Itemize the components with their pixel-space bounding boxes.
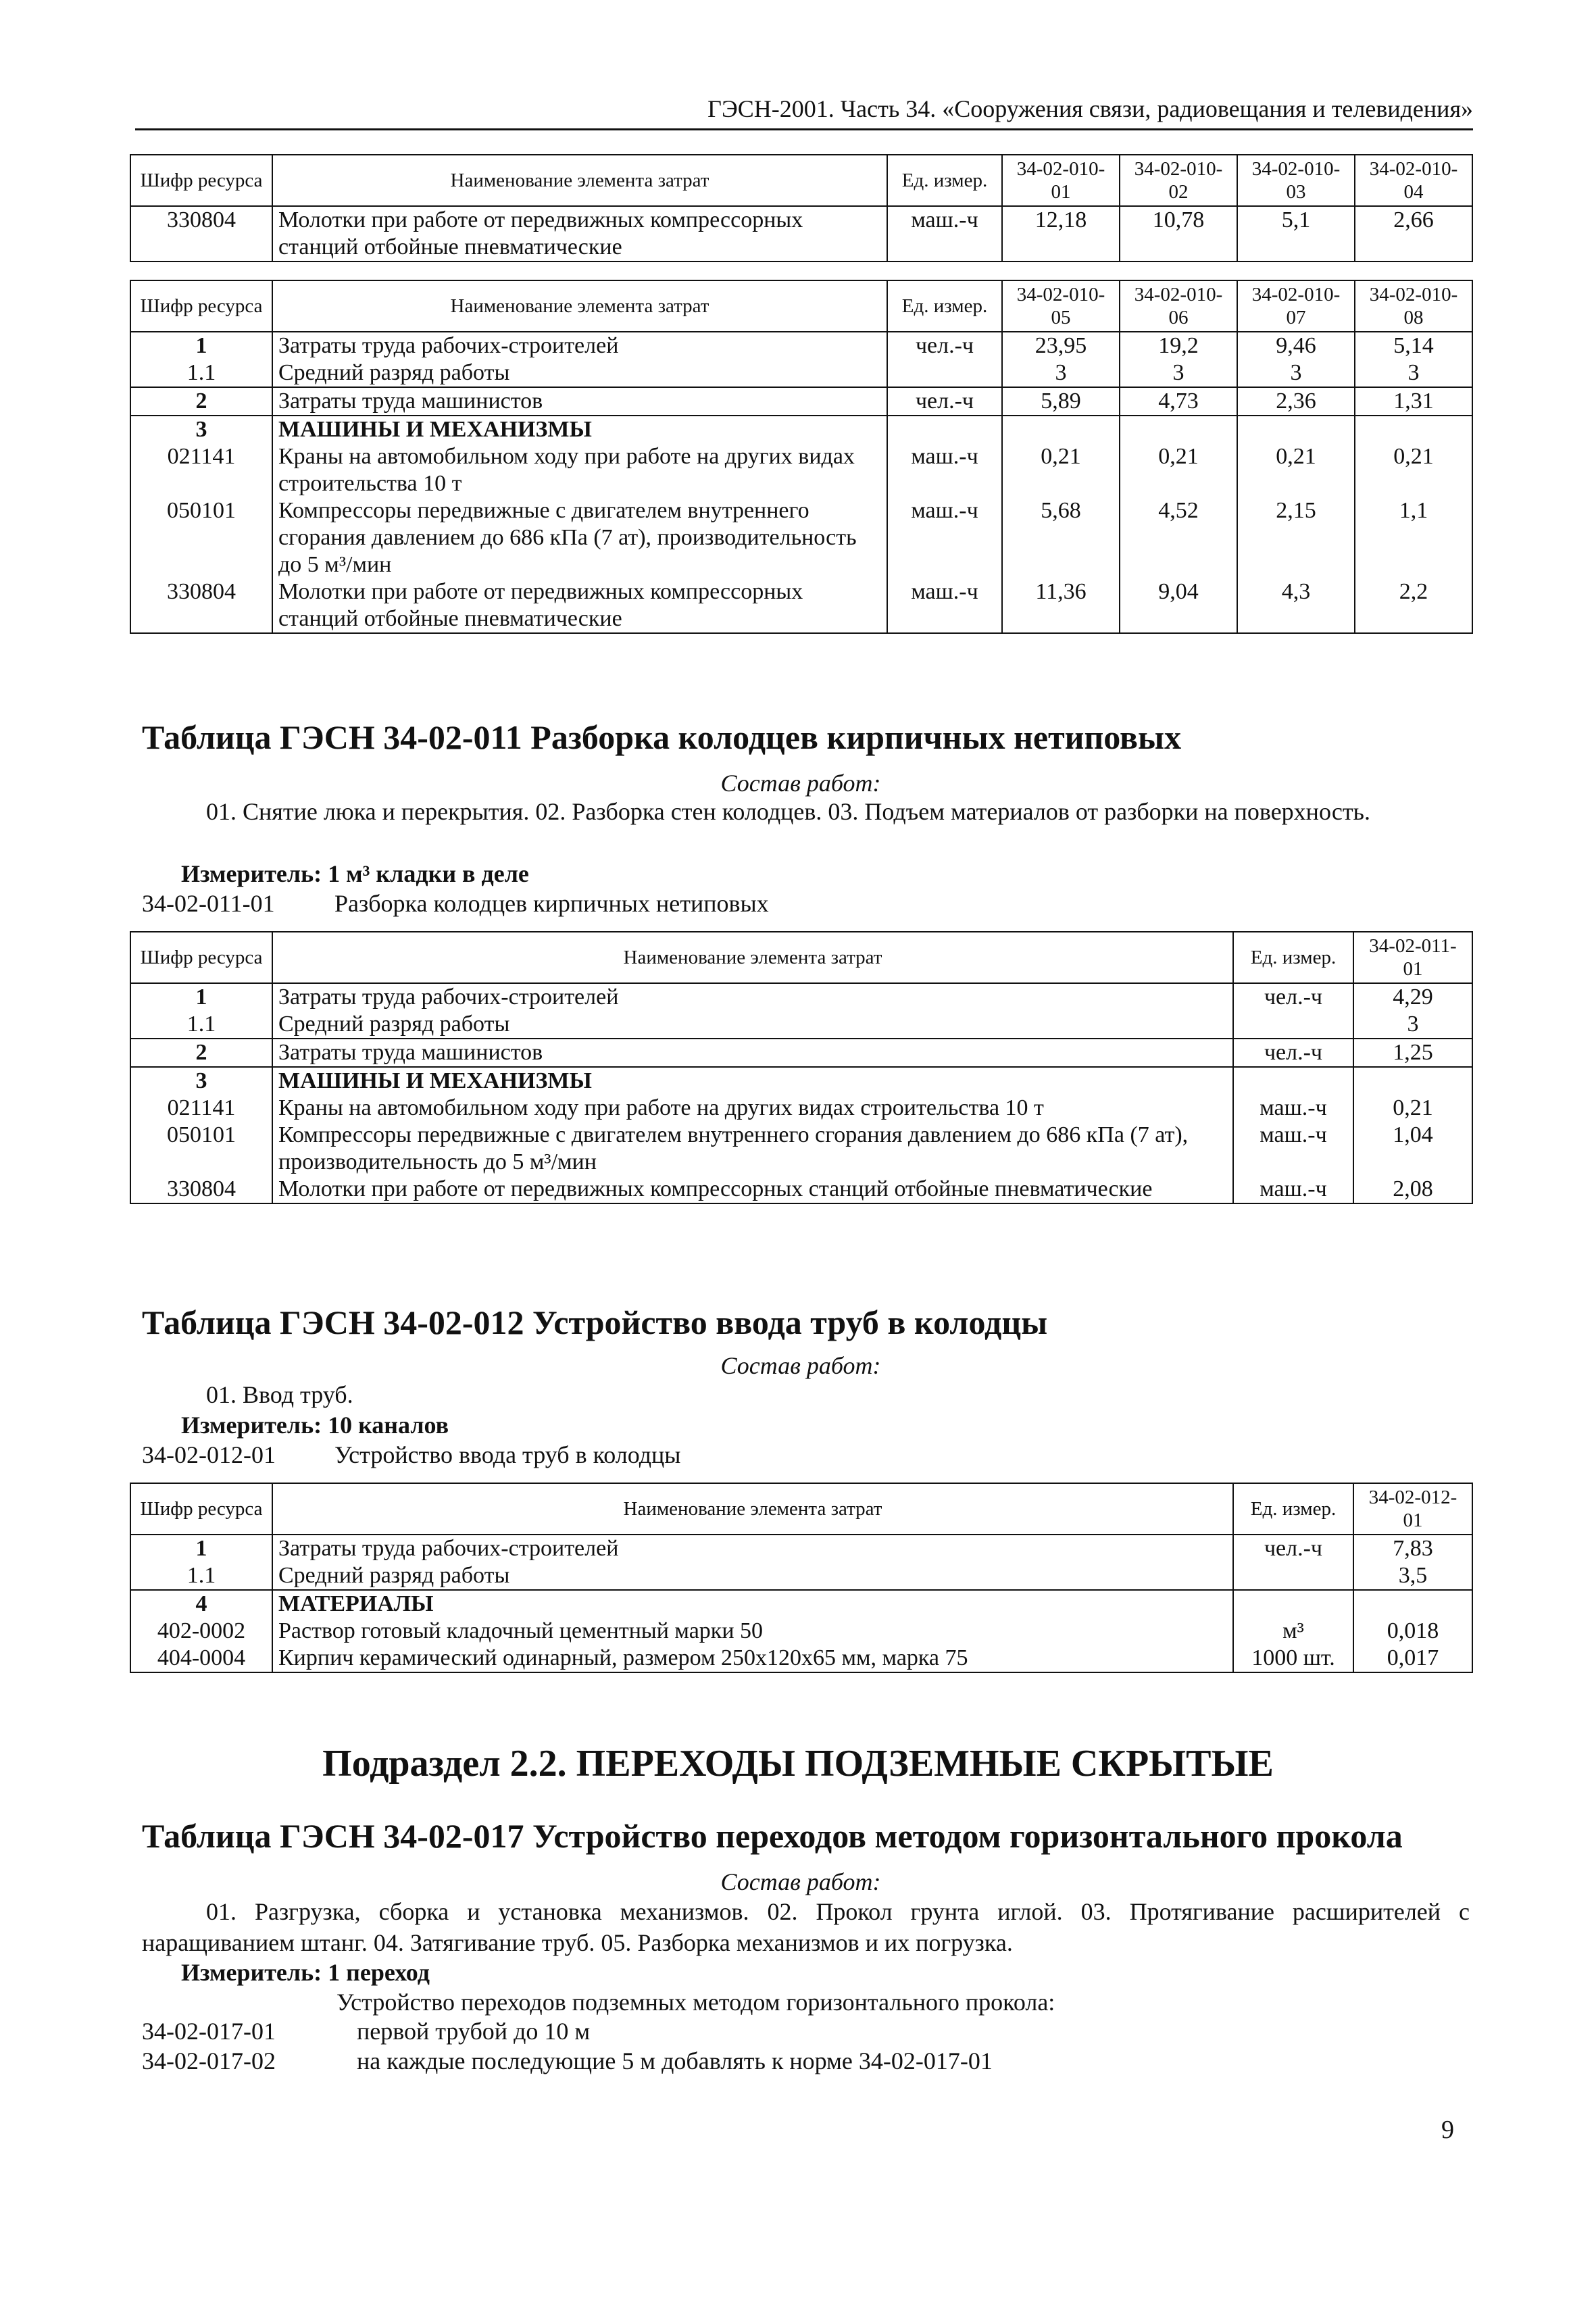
cell-value [1355,416,1472,443]
cell-value: 1,31 [1355,387,1472,416]
cell-code: 3 [130,416,272,443]
col-header-name: Наименование элемента затрат [272,1483,1233,1535]
table-011 [130,931,1473,1204]
cell-code: 2 [130,1039,272,1067]
col-header-norm: 34-02-010-05 [1002,280,1120,332]
table-010-b [130,280,1473,634]
col-header-norm: 34-02-012-01 [1353,1483,1472,1535]
cell-code: 3 [130,1067,272,1095]
cell-value: 0,21 [1353,1095,1472,1122]
cell-name: Раствор готовый кладочный цементный марки 50 [272,1618,1233,1645]
item-code-017-02: 34-02-017-02 [142,2047,276,2074]
cell-unit: 1000 шт. [1233,1645,1353,1672]
cell-code: 050101 [130,497,272,578]
col-header-name: Наименование элемента затрат [272,280,887,332]
cell-value: 3 [1355,359,1472,387]
cell-code: 330804 [130,1176,272,1203]
col-header-name: Наименование элемента затрат [272,155,887,206]
cell-value: 12,18 [1002,206,1120,262]
cell-value: 3 [1002,359,1120,387]
cell-value: 0,21 [1002,443,1120,497]
col-header-norm: 34-02-010-06 [1120,280,1237,332]
cell-value: 5,1 [1237,206,1355,262]
cell-name: Средний разряд работы [272,359,887,387]
cell-code: 330804 [130,206,272,262]
item-name-017-01: первой трубой до 10 м [357,2018,591,2045]
items-intro-017: Устройство переходов подземных методом горизонтального прокола: [336,1989,1055,2016]
cell-code: 050101 [130,1122,272,1176]
cell-value: 0,017 [1353,1645,1472,1672]
cell-unit: маш.-ч [1233,1122,1353,1176]
table-row [130,1067,1472,1095]
cell-unit [1233,1562,1353,1590]
table-row [130,497,1472,578]
cell-value: 1,04 [1353,1122,1472,1176]
cell-unit: чел.-ч [1233,983,1353,1011]
cell-value: 7,83 [1353,1535,1472,1562]
table-row [130,983,1472,1011]
cell-code: 1.1 [130,1562,272,1590]
cell-name: Затраты труда рабочих-строителей [272,1535,1233,1562]
col-header-name: Наименование элемента затрат [272,932,1233,983]
cell-value: 4,52 [1120,497,1237,578]
cell-value: 5,89 [1002,387,1120,416]
cell-name: Молотки при работе от передвижных компрессорных станций отбойные пневматические [272,206,887,262]
table-row [130,443,1472,497]
table-row [130,1122,1472,1176]
cell-value: 3 [1353,1011,1472,1039]
col-header-norm: 34-02-010-03 [1237,155,1355,206]
composition-text-012: 01. Ввод труб. [206,1381,353,1408]
col-header-norm: 34-02-010-08 [1355,280,1472,332]
col-header-unit: Ед. измер. [887,280,1002,332]
cell-value: 9,04 [1120,578,1237,633]
cell-unit: маш.-ч [1233,1176,1353,1203]
table-row [130,206,1472,262]
cell-name: Молотки при работе от передвижных компрессорных станций отбойные пневматические [272,1176,1233,1203]
cell-value: 10,78 [1120,206,1237,262]
item-code-011: 34-02-011-01 [142,890,275,917]
cell-name: Краны на автомобильном ходу при работе на других видах строительства 10 т [272,1095,1233,1122]
cell-name: Кирпич керамический одинарный, размером 250х120х65 мм, марка 75 [272,1645,1233,1672]
cell-value: 2,08 [1353,1176,1472,1203]
cell-unit: маш.-ч [887,497,1002,578]
cell-value: 4,3 [1237,578,1355,633]
table-title-011: Таблица ГЭСН 34-02-011 Разборка колодцев кирпичных нетиповых [142,718,1182,756]
table-row [130,387,1472,416]
cell-value: 23,95 [1002,332,1120,359]
cell-value: 5,68 [1002,497,1120,578]
cell-value: 5,14 [1355,332,1472,359]
cell-name: Затраты труда машинистов [272,1039,1233,1067]
composition-label-017: Состав работ: [720,1868,881,1895]
cell-value [1353,1590,1472,1618]
col-header-norm: 34-02-010-01 [1002,155,1120,206]
cell-value: 1,25 [1353,1039,1472,1067]
cell-value: 0,21 [1355,443,1472,497]
cell-code: 2 [130,387,272,416]
cell-unit: чел.-ч [887,387,1002,416]
cell-value: 1,1 [1355,497,1472,578]
composition-label-011: Состав работ: [720,770,881,797]
table-row [130,1011,1472,1039]
table-row [130,1618,1472,1645]
cell-value: 0,21 [1120,443,1237,497]
cell-unit [1233,1590,1353,1618]
cell-value: 2,36 [1237,387,1355,416]
cell-name: Затраты труда рабочих-строителей [272,332,887,359]
item-code-017-01: 34-02-017-01 [142,2018,276,2045]
table-row [130,332,1472,359]
cell-unit: маш.-ч [887,206,1002,262]
col-header-norm: 34-02-011-01 [1353,932,1472,983]
cell-code: 330804 [130,578,272,633]
cell-unit: маш.-ч [887,578,1002,633]
cell-value: 4,73 [1120,387,1237,416]
item-name-017-02: на каждые последующие 5 м добавлять к норме 34-02-017-01 [357,2047,993,2074]
cell-unit: маш.-ч [887,443,1002,497]
composition-label-012: Состав работ: [720,1352,881,1379]
cell-value: 9,46 [1237,332,1355,359]
table-row [130,1176,1472,1203]
cell-value: 2,66 [1355,206,1472,262]
cell-name: Краны на автомобильном ходу при работе на других видах строительства 10 т [272,443,887,497]
table-012 [130,1483,1473,1673]
col-header-code: Шифр ресурса [130,1483,272,1535]
cell-name: МАШИНЫ И МЕХАНИЗМЫ [272,1067,1233,1095]
cell-value: 11,36 [1002,578,1120,633]
col-header-norm: 34-02-010-07 [1237,280,1355,332]
meter-011: Измеритель: 1 м³ кладки в деле [181,860,529,887]
running-header: ГЭСН-2001. Часть 34. «Сооружения связи, радиовещания и телевидения» [135,95,1473,130]
cell-name: Затраты труда машинистов [272,387,887,416]
cell-unit [1233,1067,1353,1095]
cell-unit: чел.-ч [887,332,1002,359]
cell-unit: маш.-ч [1233,1095,1353,1122]
table-row [130,416,1472,443]
cell-name: Молотки при работе от передвижных компрессорных станций отбойные пневматические [272,578,887,633]
col-header-unit: Ед. измер. [1233,932,1353,983]
table-row [130,1095,1472,1122]
cell-code: 021141 [130,443,272,497]
cell-value: 3 [1120,359,1237,387]
cell-value [1120,416,1237,443]
table-row [130,359,1472,387]
cell-value: 3,5 [1353,1562,1472,1590]
cell-code: 402-0002 [130,1618,272,1645]
composition-text-017: 01. Разгрузка, сборка и установка механизмов. 02. Прокол грунта иглой. 03. Протягивание расширителей с наращиванием штанг. 04. Затягивание труб. 05. Разборка механизмов и их погрузка. [142,1898,1470,1956]
col-header-norm: 34-02-010-02 [1120,155,1237,206]
table-010-continuation [130,154,1473,262]
meter-017: Измеритель: 1 переход [181,1959,430,1986]
cell-code: 1.1 [130,359,272,387]
cell-value: 19,2 [1120,332,1237,359]
cell-value [1237,416,1355,443]
cell-name: Компрессоры передвижные с двигателем внутреннего сгорания давлением до 686 кПа (7 ат), производительность до 5 м³/мин [272,1122,1233,1176]
item-name-012: Устройство ввода труб в колодцы [334,1441,681,1468]
cell-value: 3 [1237,359,1355,387]
cell-unit [887,416,1002,443]
col-header-code: Шифр ресурса [130,280,272,332]
cell-value: 0,21 [1237,443,1355,497]
item-name-011: Разборка колодцев кирпичных нетиповых [334,890,769,917]
col-header-code: Шифр ресурса [130,155,272,206]
cell-unit [887,359,1002,387]
subsection-heading: Подраздел 2.2. ПЕРЕХОДЫ ПОДЗЕМНЫЕ СКРЫТЫЕ [322,1743,1274,1785]
col-header-code: Шифр ресурса [130,932,272,983]
cell-unit [1233,1011,1353,1039]
col-header-unit: Ед. измер. [887,155,1002,206]
col-header-norm: 34-02-010-04 [1355,155,1472,206]
cell-value [1353,1067,1472,1095]
cell-name: МАТЕРИАЛЫ [272,1590,1233,1618]
cell-name: Затраты труда рабочих-строителей [272,983,1233,1011]
cell-unit: чел.-ч [1233,1039,1353,1067]
col-header-unit: Ед. измер. [1233,1483,1353,1535]
cell-code: 1 [130,983,272,1011]
cell-code: 4 [130,1590,272,1618]
cell-name: Средний разряд работы [272,1562,1233,1590]
item-code-012: 34-02-012-01 [142,1441,276,1468]
table-row [130,1562,1472,1590]
cell-code: 1.1 [130,1011,272,1039]
meter-012: Измеритель: 10 каналов [181,1412,449,1439]
cell-name: МАШИНЫ И МЕХАНИЗМЫ [272,416,887,443]
cell-code: 1 [130,332,272,359]
table-title-012: Таблица ГЭСН 34-02-012 Устройство ввода труб в колодцы [142,1303,1048,1341]
cell-name: Компрессоры передвижные с двигателем внутреннего сгорания давлением до 686 кПа (7 ат), производительность до 5 м³/мин [272,497,887,578]
composition-text-011: 01. Снятие люка и перекрытия. 02. Разборка стен колодцев. 03. Подъем материалов от разборки на поверхность. [206,798,1370,825]
table-title-017: Таблица ГЭСН 34-02-017 Устройство переходов методом горизонтального прокола [142,1817,1403,1855]
cell-value: 4,29 [1353,983,1472,1011]
cell-value: 0,018 [1353,1618,1472,1645]
cell-code: 404-0004 [130,1645,272,1672]
table-row [130,1645,1472,1672]
page-number: 9 [1441,2116,1454,2144]
cell-name: Средний разряд работы [272,1011,1233,1039]
cell-value [1002,416,1120,443]
cell-unit: м³ [1233,1618,1353,1645]
table-row [130,1535,1472,1562]
cell-code: 021141 [130,1095,272,1122]
cell-code: 1 [130,1535,272,1562]
cell-unit: чел.-ч [1233,1535,1353,1562]
table-row [130,1039,1472,1067]
table-row [130,1590,1472,1618]
cell-value: 2,2 [1355,578,1472,633]
table-row [130,578,1472,633]
cell-value: 2,15 [1237,497,1355,578]
